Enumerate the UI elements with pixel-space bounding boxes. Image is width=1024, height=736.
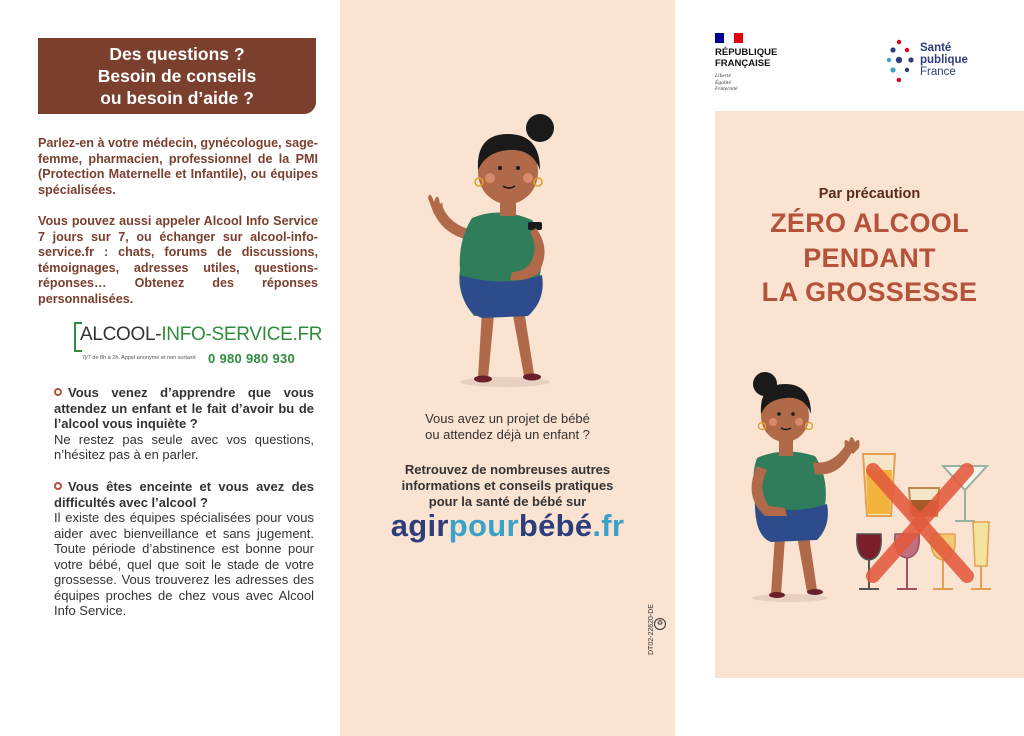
rf-motto bbox=[715, 73, 738, 93]
alcool-info-service-logo bbox=[74, 322, 323, 368]
bullet-2-title: Vous êtes enceinte et vous avez des difficultés avec l’alcool ? bbox=[54, 479, 314, 510]
rf-motto-3: Fraternité bbox=[715, 86, 738, 92]
ais-name-part-2: INFO-SERVICE.FR bbox=[161, 324, 323, 345]
questions-box bbox=[38, 38, 316, 114]
more-info-line-2: informations et conseils pratiques bbox=[401, 478, 614, 493]
headline bbox=[715, 206, 1024, 310]
site-part-4: .fr bbox=[592, 508, 625, 543]
headline-line-2: PENDANT bbox=[803, 242, 936, 273]
bullet-circle-icon bbox=[54, 482, 62, 490]
intro-paragraph-2: Vous pouvez aussi appeler Alcool Info Service 7 jours sur 7, ou échanger sur alcool-info-service.fr : chats, forums de discussions, témoignages, adresses utiles, questions-réponses… Obtenez des réponses personnalisées. bbox=[38, 214, 318, 306]
more-info-text bbox=[340, 462, 675, 510]
ais-name-part-1: ALCOOL- bbox=[80, 324, 162, 345]
recycle-icon: ♻ bbox=[654, 618, 666, 630]
rf-name bbox=[715, 47, 777, 69]
questions-line-2: Besoin de conseils bbox=[97, 66, 257, 86]
site-part-1: agir bbox=[390, 508, 449, 543]
bullet-circle-icon bbox=[54, 388, 62, 396]
french-flag-icon bbox=[715, 33, 743, 43]
more-info-line-1: Retrouvez de nombreuses autres bbox=[404, 462, 611, 477]
rf-motto-2: Égalité bbox=[715, 79, 731, 86]
bullet-1-body: Ne restez pas seule avec vos questions, n’hésitez pas à en parler. bbox=[54, 431, 314, 462]
woman-refusing-alcohol-illustration bbox=[735, 366, 1015, 606]
spf-dots-icon bbox=[885, 38, 917, 86]
rf-motto-1: Liberté bbox=[715, 73, 731, 79]
document-reference: DT02-22620-DE bbox=[648, 604, 655, 655]
rf-name-line-1: RÉPUBLIQUE bbox=[715, 47, 778, 58]
ais-hours: 7j/7 de 8h à 2h. Appel anonyme et non surtaxé bbox=[82, 355, 196, 361]
precaution-label: Par précaution bbox=[818, 186, 921, 202]
questions-line-1: Des questions ? bbox=[109, 44, 245, 64]
headline-line-1: ZÉRO ALCOOL bbox=[770, 208, 969, 238]
bullet-item-1 bbox=[54, 385, 314, 463]
rf-name-line-2: FRANÇAISE bbox=[715, 58, 771, 69]
more-info-line-3: pour la santé de bébé sur bbox=[428, 494, 587, 509]
intro-paragraph-1: Parlez-en à votre médecin, gynécologue, sage-femme, pharmacien, professionnel de la PMI (Protection Maternelle et Infantile), ou équipes spécialisées. bbox=[38, 136, 318, 197]
questions-line-3: ou besoin d’aide ? bbox=[100, 88, 254, 108]
agirpourbebe-website[interactable] bbox=[340, 508, 675, 544]
spf-line-2: publique bbox=[920, 54, 968, 66]
project-question-line-1: Vous avez un projet de bébé bbox=[425, 411, 590, 426]
republique-francaise-logo bbox=[715, 33, 795, 93]
ais-name bbox=[80, 324, 322, 346]
spf-line-1: Santé bbox=[920, 42, 952, 54]
spf-text bbox=[920, 42, 968, 78]
bullet-2-body: Il existe des équipes spécialisées pour vous aider avec bienveillance et sans jugement. Toute période d’abstinence est bonne pour votre bébé, quel que soit le stade de votre grossesse. Vous trouverez les adresses des équipes proches de chez vous avec Alcool Info Service. bbox=[54, 510, 314, 618]
bullet-1-title: Vous venez d’apprendre que vous attendez un enfant et le fait d’avoir bu de l’alcool vous inquiète ? bbox=[54, 385, 314, 431]
project-question-line-2: ou attendez déjà un enfant ? bbox=[425, 427, 590, 442]
site-part-2: pour bbox=[448, 508, 519, 543]
cover-panel bbox=[715, 111, 1024, 678]
spf-line-3: France bbox=[920, 66, 956, 78]
site-part-3: bébé bbox=[518, 508, 593, 543]
project-question bbox=[340, 411, 675, 443]
bullet-item-2 bbox=[54, 479, 314, 619]
sante-publique-france-logo bbox=[885, 38, 985, 86]
pregnant-woman-waving-illustration bbox=[420, 110, 570, 390]
headline-line-3: LA GROSSESSE bbox=[761, 277, 978, 307]
ais-phone: 0 980 980 930 bbox=[208, 351, 296, 366]
